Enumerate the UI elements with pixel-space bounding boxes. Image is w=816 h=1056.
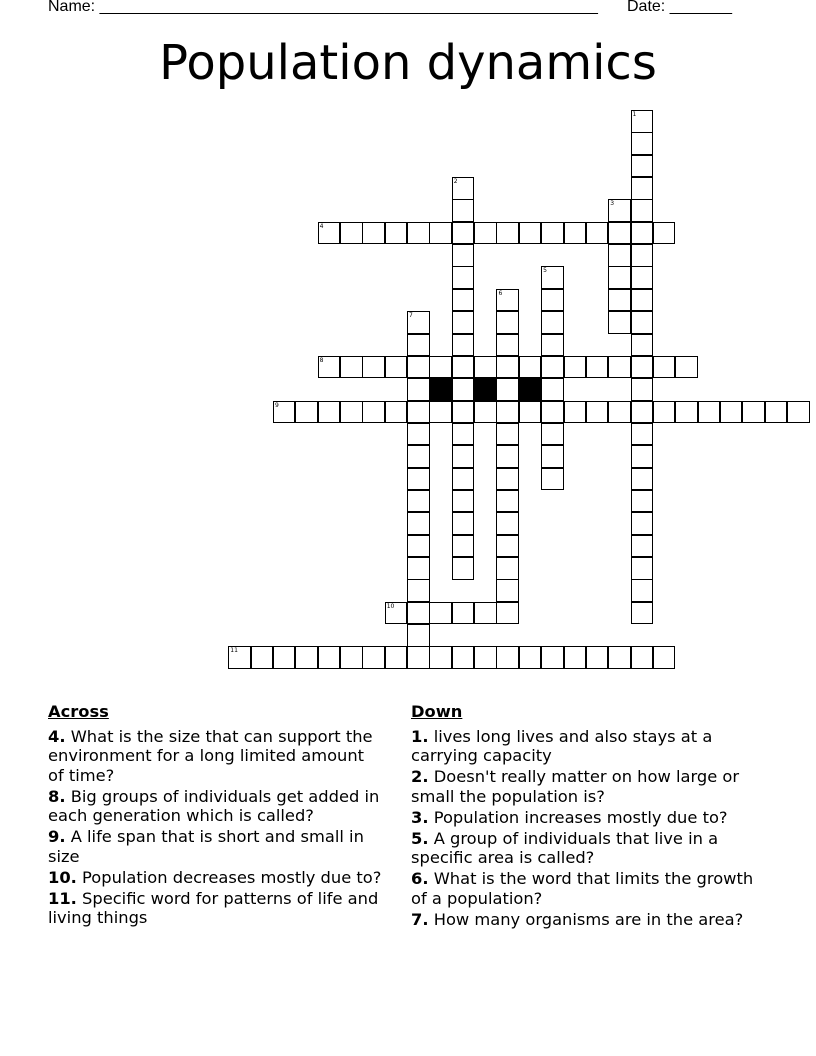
grid-cell[interactable]	[541, 356, 564, 379]
across-clue-10	[48, 868, 383, 888]
clue-number: 3.	[411, 807, 429, 827]
grid-cell[interactable]	[631, 445, 654, 468]
grid-cell[interactable]	[608, 199, 631, 222]
grid-cell[interactable]	[318, 356, 341, 379]
grid-cell[interactable]	[474, 401, 497, 424]
grid-cell[interactable]	[385, 602, 408, 625]
grid-cell[interactable]	[586, 222, 609, 245]
grid-cell[interactable]	[631, 378, 654, 401]
clue-number: 8.	[48, 786, 66, 806]
down-clue-6	[411, 869, 756, 908]
grid-cell[interactable]	[631, 311, 654, 334]
grid-cell[interactable]	[608, 356, 631, 379]
grid-cell[interactable]	[519, 646, 542, 669]
grid-cell[interactable]	[631, 199, 654, 222]
grid-cell[interactable]	[362, 356, 385, 379]
grid-cell[interactable]	[608, 401, 631, 424]
grid-cell[interactable]	[452, 401, 475, 424]
grid-cell[interactable]	[407, 356, 430, 379]
grid-cell[interactable]	[385, 401, 408, 424]
grid-cell[interactable]	[541, 311, 564, 334]
grid-cell[interactable]	[452, 602, 475, 625]
across-clue-11	[48, 889, 383, 928]
grid-cell[interactable]	[407, 535, 430, 558]
grid-cell[interactable]	[608, 222, 631, 245]
grid-cell[interactable]	[541, 646, 564, 669]
clue-text: Big groups of individuals get added in each generation which is called?	[48, 786, 380, 825]
grid-cell[interactable]	[496, 557, 519, 580]
clue-text: What is the size that can support the environment for a long limited amount of time?	[48, 726, 373, 785]
grid-cell[interactable]	[407, 490, 430, 513]
grid-cell[interactable]	[720, 401, 743, 424]
down-clue-3	[411, 808, 756, 828]
grid-cell[interactable]	[541, 445, 564, 468]
grid-cell[interactable]	[765, 401, 788, 424]
clue-number: 2.	[411, 767, 429, 786]
grid-cell[interactable]	[362, 222, 385, 245]
grid-cell[interactable]	[631, 468, 654, 491]
grid-cell[interactable]	[407, 512, 430, 535]
grid-cell[interactable]	[631, 155, 654, 178]
grid-cell[interactable]	[496, 512, 519, 535]
down-clue-1	[411, 727, 756, 766]
clue-text: lives long lives and also stays at a carrying capacity	[411, 726, 713, 765]
grid-cell[interactable]	[362, 646, 385, 669]
grid-cell[interactable]	[385, 646, 408, 669]
grid-cell[interactable]	[653, 356, 676, 379]
grid-cell[interactable]	[541, 289, 564, 312]
grid-cell[interactable]	[586, 356, 609, 379]
grid-cell[interactable]	[452, 289, 475, 312]
grid-cell[interactable]	[608, 646, 631, 669]
grid-cell[interactable]	[564, 401, 587, 424]
grid-cell[interactable]	[407, 334, 430, 357]
grid-block	[429, 378, 452, 401]
grid-cell[interactable]	[429, 356, 452, 379]
clue-number-label: 4	[319, 222, 324, 230]
grid-cell[interactable]	[564, 646, 587, 669]
clue-number-label: 1	[632, 111, 637, 118]
grid-cell[interactable]	[631, 490, 654, 513]
clue-number-label: 2	[453, 178, 458, 186]
clue-number-label: 5	[543, 267, 547, 275]
clue-number-label: 8	[319, 356, 324, 364]
grid-cell[interactable]	[407, 222, 430, 245]
clue-number: 9.	[48, 827, 66, 846]
grid-cell[interactable]	[474, 222, 497, 245]
grid-cell[interactable]	[452, 378, 475, 401]
grid-cell[interactable]	[496, 289, 519, 312]
grid-cell[interactable]	[608, 289, 631, 312]
grid-cell[interactable]	[452, 244, 475, 267]
grid-cell[interactable]	[295, 646, 318, 669]
grid-cell[interactable]	[452, 334, 475, 357]
grid-cell[interactable]	[631, 535, 654, 558]
grid-cell[interactable]	[541, 334, 564, 357]
across-clue-8	[48, 787, 383, 826]
down-clue-2	[411, 767, 756, 806]
grid-cell[interactable]	[452, 535, 475, 558]
grid-cell[interactable]	[407, 624, 430, 647]
clue-number-label: 10	[386, 602, 395, 610]
grid-cell[interactable]	[608, 266, 631, 289]
grid-cell[interactable]	[452, 468, 475, 491]
grid-cell[interactable]	[429, 401, 452, 424]
grid-cell[interactable]	[340, 646, 363, 669]
grid-cell[interactable]	[385, 356, 408, 379]
grid-cell[interactable]	[496, 646, 519, 669]
grid-cell[interactable]	[608, 244, 631, 267]
grid-cell[interactable]	[251, 646, 274, 669]
clue-text: What is the word that limits the growth of a population?	[411, 869, 754, 908]
grid-cell[interactable]	[519, 401, 542, 424]
clue-text: A life span that is short and small in size	[48, 827, 364, 866]
grid-cell[interactable]	[631, 110, 654, 133]
grid-cell[interactable]	[429, 602, 452, 625]
grid-cell[interactable]	[631, 177, 654, 200]
grid-block	[474, 378, 497, 401]
clue-number: 1.	[411, 726, 429, 746]
date-line[interactable]: Date: _______	[627, 0, 732, 15]
grid-cell[interactable]	[653, 401, 676, 424]
grid-cell[interactable]	[407, 468, 430, 491]
grid-cell[interactable]	[318, 646, 341, 669]
grid-cell[interactable]	[385, 222, 408, 245]
grid-cell[interactable]	[631, 423, 654, 446]
grid-cell[interactable]	[496, 535, 519, 558]
grid-cell[interactable]	[496, 579, 519, 602]
clue-text: Population increases mostly due to?	[433, 807, 728, 827]
grid-cell[interactable]	[452, 356, 475, 379]
grid-cell[interactable]	[340, 222, 363, 245]
down-heading: Down	[411, 702, 463, 721]
grid-cell[interactable]	[407, 423, 430, 446]
grid-cell[interactable]	[228, 646, 251, 669]
page-title: Population dynamics	[159, 35, 657, 91]
grid-cell[interactable]	[698, 401, 721, 424]
grid-cell[interactable]	[452, 423, 475, 446]
grid-cell[interactable]	[675, 356, 698, 379]
grid-cell[interactable]	[452, 266, 475, 289]
grid-cell[interactable]	[496, 423, 519, 446]
clue-text: Population decreases mostly due to?	[82, 867, 382, 887]
grid-cell[interactable]	[586, 401, 609, 424]
grid-cell[interactable]	[519, 356, 542, 379]
grid-cell[interactable]	[586, 646, 609, 669]
grid-cell[interactable]	[452, 512, 475, 535]
name-line[interactable]: Name: ________________________________________________________	[48, 0, 598, 15]
grid-cell[interactable]	[474, 646, 497, 669]
clue-number: 4.	[48, 726, 66, 746]
down-clues	[411, 702, 756, 931]
grid-cell[interactable]	[742, 401, 765, 424]
across-clue-9	[48, 827, 383, 866]
grid-cell[interactable]	[496, 311, 519, 334]
across-clue-4	[48, 727, 383, 786]
grid-cell[interactable]	[631, 579, 654, 602]
grid-cell[interactable]	[452, 199, 475, 222]
clue-number-label: 11	[230, 647, 238, 655]
grid-cell[interactable]	[452, 445, 475, 468]
grid-cell[interactable]	[541, 401, 564, 424]
grid-cell[interactable]	[631, 244, 654, 267]
grid-cell[interactable]	[631, 646, 654, 669]
clue-text: How many organisms are in the area?	[433, 909, 744, 929]
grid-cell[interactable]	[631, 334, 654, 357]
grid-cell[interactable]	[318, 222, 341, 245]
grid-cell[interactable]	[407, 646, 430, 669]
grid-cell[interactable]	[318, 401, 341, 424]
grid-cell[interactable]	[631, 401, 654, 424]
grid-cell[interactable]	[452, 490, 475, 513]
grid-cell[interactable]	[452, 557, 475, 580]
grid-cell[interactable]	[452, 311, 475, 334]
clue-text: A group of individuals that live in a specific area is called?	[411, 828, 719, 867]
grid-cell[interactable]	[541, 378, 564, 401]
clue-number: 5.	[411, 828, 429, 848]
grid-cell[interactable]	[429, 646, 452, 669]
grid-cell[interactable]	[631, 266, 654, 289]
grid-cell[interactable]	[653, 222, 676, 245]
grid-cell[interactable]	[407, 445, 430, 468]
grid-cell[interactable]	[407, 579, 430, 602]
grid-cell[interactable]	[496, 490, 519, 513]
clue-number: 10.	[48, 867, 77, 887]
grid-cell[interactable]	[362, 401, 385, 424]
grid-cell[interactable]	[273, 646, 296, 669]
grid-cell[interactable]	[631, 557, 654, 580]
grid-cell[interactable]	[519, 222, 542, 245]
grid-cell[interactable]	[653, 646, 676, 669]
grid-cell[interactable]	[496, 356, 519, 379]
grid-cell[interactable]	[340, 356, 363, 379]
grid-cell[interactable]	[452, 222, 475, 245]
grid-block	[519, 378, 542, 401]
grid-cell[interactable]	[295, 401, 318, 424]
grid-cell[interactable]	[496, 445, 519, 468]
grid-cell[interactable]	[496, 222, 519, 245]
grid-cell[interactable]	[631, 222, 654, 245]
grid-cell[interactable]	[541, 423, 564, 446]
grid-cell[interactable]	[564, 222, 587, 245]
grid-cell[interactable]	[273, 401, 296, 424]
grid-cell[interactable]	[496, 602, 519, 625]
clue-number-label: 9	[274, 401, 279, 409]
clue-number: 7.	[411, 909, 429, 929]
grid-cell[interactable]	[787, 401, 810, 424]
clue-text: Doesn't really matter on how large or small the population is?	[411, 767, 740, 806]
grid-cell[interactable]	[564, 356, 587, 379]
clue-number-label: 6	[498, 289, 503, 297]
grid-cell[interactable]	[496, 334, 519, 357]
grid-cell[interactable]	[675, 401, 698, 424]
clue-number: 6.	[411, 869, 429, 888]
grid-cell[interactable]	[474, 602, 497, 625]
grid-cell[interactable]	[541, 222, 564, 245]
grid-cell[interactable]	[474, 356, 497, 379]
grid-cell[interactable]	[429, 222, 452, 245]
across-clues	[48, 702, 383, 929]
down-clue-7	[411, 910, 756, 930]
grid-cell[interactable]	[340, 401, 363, 424]
clue-number-label: 7	[409, 312, 413, 320]
grid-cell[interactable]	[452, 177, 475, 200]
grid-cell[interactable]	[631, 512, 654, 535]
grid-cell[interactable]	[407, 557, 430, 580]
clue-text: Specific word for patterns of life and living things	[48, 888, 379, 927]
grid-cell[interactable]	[631, 602, 654, 625]
grid-cell[interactable]	[496, 468, 519, 491]
grid-cell[interactable]	[407, 311, 430, 334]
grid-cell[interactable]	[541, 468, 564, 491]
grid-cell[interactable]	[496, 378, 519, 401]
clue-number: 11.	[48, 888, 77, 908]
grid-cell[interactable]	[631, 132, 654, 155]
grid-cell[interactable]	[541, 266, 564, 289]
grid-cell[interactable]	[407, 401, 430, 424]
down-clue-5	[411, 829, 756, 868]
grid-cell[interactable]	[496, 401, 519, 424]
grid-cell[interactable]	[452, 646, 475, 669]
grid-cell[interactable]	[608, 311, 631, 334]
grid-cell[interactable]	[631, 356, 654, 379]
clue-number-label: 3	[610, 200, 615, 208]
grid-cell[interactable]	[631, 289, 654, 312]
across-heading: Across	[48, 702, 109, 721]
grid-cell[interactable]	[407, 378, 430, 401]
grid-cell[interactable]	[407, 602, 430, 625]
